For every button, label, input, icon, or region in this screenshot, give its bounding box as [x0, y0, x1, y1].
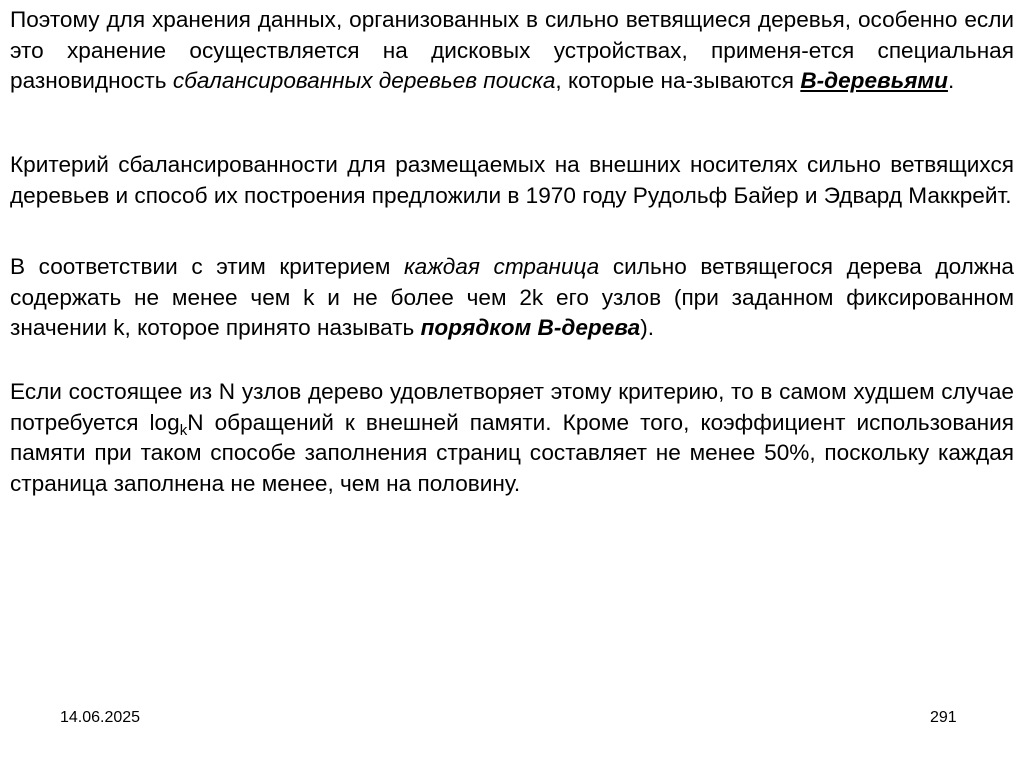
p1-text-1: Поэтому для хранения данных, организованных в сильно ветвящиеся деревья, особенно если это хранение осуществляется на дисковых устройствах, применя-ется специальная разновидность: [10, 7, 1014, 93]
p1-italic-term: сбалансированных деревьев поиска: [172, 68, 556, 93]
p1-bold-term-b-trees: В-деревьями: [800, 68, 948, 93]
p3-text-3: ).: [640, 315, 654, 340]
footer-page-number: 291: [930, 709, 957, 726]
p1-text-3: .: [947, 68, 955, 93]
p3-text-1: В соответствии с этим критерием: [10, 254, 405, 279]
p2-text-1: Критерий сбалансированности для размещаемых на внешних носителях сильно ветвящихся деревьев и способ их построения предложили в 1970 году Рудольф Байер и Эдвард Маккрейт.: [10, 152, 1014, 208]
p3-text-2: сильно ветвящегося дерева должна содержать не менее чем k и не более чем 2k его узлов (при заданном фиксированном значении k, которое принято называть: [10, 254, 1014, 340]
paragraph-page-criterion: [10, 252, 1014, 344]
paragraph-memory-usage: [10, 377, 1014, 499]
p3-bold-term-order: порядком В-дерева: [420, 315, 641, 340]
paragraph-b-trees-intro: [10, 5, 1014, 97]
p4-text-2: N обращений к внешней памяти. Кроме того, коэффициент использования памяти при таком способе заполнения страниц составляет не менее 50%, поскольку каждая страница заполнена не менее, чем на половину.: [10, 409, 1014, 496]
footer-date: 14.06.2025: [60, 709, 141, 726]
paragraph-criterion-history: [10, 150, 1014, 211]
p1-text-2: , которые на-зываются: [555, 68, 801, 93]
p4-text-1: Если состоящее из N узлов дерево удовлетворяет этому критерию, то в самом худшем случае потребуется log: [10, 379, 1014, 435]
p3-italic-term: каждая страница: [404, 254, 600, 279]
p4-log-subscript: k: [179, 421, 188, 439]
